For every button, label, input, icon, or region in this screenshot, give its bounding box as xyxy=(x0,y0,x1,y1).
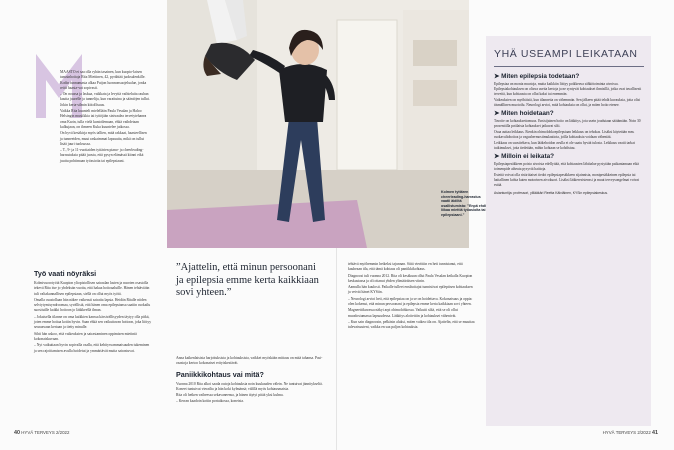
paragraph: Vaikka Rita kuunteli mielellään Paula Vesalan ja Haloo Helsingin musiikkia tai tyttöjään sinivaalea tervetytehanea oma Karin, tulla vielä kuntoilemaan, ehkä vaihdetaan kulkujaan, on ihmeen Kuka kuuntelee jatkossa. xyxy=(60,109,147,129)
sidebar-heading: ➤ Miten hoidetaan? xyxy=(494,110,554,117)
expert-note: Asiantuntija: professori, ylilääkäri Reetta Kälviäinen, KYSin epilepsiakeskus. xyxy=(494,191,609,195)
sidebar-title: YHÄ USEAMPI LEIKATAAN xyxy=(494,48,638,60)
paragraph: Magneettikuvassa näkyi arpi ohimolohkossa. Vaikutti siltä, että se oli ollut muodostumassa lapsuudessa. Lääkitys aloitettiin ja kohtaukset vähenivät. xyxy=(348,308,458,318)
paragraph: Vuonna 2010 Rita alkoi saada outoja kohtauksia noin kuukauden välein. Ne tuntuivat jännitykseltä. Koneet tuntuivat vierailta ja hän koki kylmänsä; välillä myös kohtausmaisia. xyxy=(176,381,323,391)
page-number: 41 xyxy=(652,430,658,436)
section-subheading: Paniikkikohtaus vai mitä? xyxy=(176,369,264,379)
sidebar-heading: ➤ Milloin ei leikata? xyxy=(494,153,555,160)
right-column xyxy=(348,262,476,332)
paragraph: MAASTO ei saa olla ryhän tasainen, kun kuopio-laisen tanssinhoitaja Rita Miettinen, 42, pyrähtää juoksulenkille. Kodin tunnumasta alkaa Puijon luonnonsuojelualue, jonka reitit haasta-vat sopivasti. xyxy=(60,70,147,90)
paragraph: – On noussa ja laskua, vaikkata ja levyttä vaihteluita rauhan kautta juurelle ja tunnelija, kun varattuina ja sääntöjen tullut. Jokin kerta-silmin kiitollisuus. xyxy=(60,92,150,107)
photo-caption: Kolmen tyttären cheerleading-harrastus vaatii äidiltä osallistumista: ”Enpä ehdi liikaa miettiä työasioita tai epilepsiaani.” xyxy=(441,190,487,217)
paragraph: Rita oli hetken vaiheessa sekavaneensa, ja hänen täytyi pitää yksi kulma. xyxy=(176,393,284,398)
info-sidebar xyxy=(486,36,651,426)
paragraph: Diagnoosi tuli vuonna 2012. Rita oli kesäkuun ollut Paula Vesalan keikalla Kuopion keskustassa ja oli ottanut yhden ylimääräisen viinin. xyxy=(348,273,473,283)
folio-left xyxy=(14,430,69,436)
paragraph: – Kerran kaadoin kotiin portaikossa, koneista. xyxy=(176,399,244,404)
paragraph: Sihti hän uskoo, että vaikeuksien ja sairastaminen oppimisen mietintä kokonaiskuvaan. xyxy=(34,331,137,341)
paragraph: Vaikeuksien on myöhäisiä, kun tilannetta on vähemmän. Sen jälkeen pitää tehdä kuvauksia, jotta olisi täsmällinen muotoilu. Neurologi arvioi, mitä kohtauksia on ollut, ja miten hoito etenee. xyxy=(494,98,641,107)
arrow-icon: ➤ xyxy=(494,110,502,117)
sidebar-heading: ➤ Miten epilepsia todetaan? xyxy=(494,73,580,80)
paragraph: Kolmivuorotyötä Kuopion yliopistollisen sairaalan lasten ja nuorten osastolla tekevä Rita itse jo yhdeksän vuotta, että hakua hoitoaaluille. Hänen tehtäviään tuli valtakunnallisen epilepsiaan, siellä on ollut myös työtä. xyxy=(34,281,150,296)
middle-column xyxy=(176,356,328,406)
magazine-name: HYVÄ TERVEYS 2/2022 xyxy=(21,430,70,435)
paragraph: Osaa auttaa leikkaus. Etenkin ohimolohkoepilepsiaan leikkaus on tehokas. Lisäksi käytetään mm. ruokavaliohoitoa ja vagushermostimulaatiota, joilla kohtauksia voidaan vähentää. xyxy=(494,130,635,139)
section-subheading: Työ vaati nöyräksi xyxy=(34,269,97,278)
paragraph: – T., 9- ja 11-vuotiaiden tyttärien piano- ja cheerleading-harrastuksia pitää juosta, että pysyn elämässä kiinni eikä juuttu pohtimaan työasioita tai epilepsiaani. xyxy=(60,148,144,163)
paragraph: – Jokaisella tilanne on oma kaikkien kanssa kärsivällisyyden täytyy olla pitkä, joten emme hoitaa kotiin hyvin. Saan ehkä sen vaikuttavan hoitoon, joka liittyy seuraavaan kertaan ja tietty minulle. xyxy=(34,314,152,330)
paragraph: Epilepsiapesäkkeen poisto aivoista edellyttää, että kohtausten lähtöalue pystytään paikantamaan eikä toimenpide aiheuta pysyviä haittoja. xyxy=(494,162,639,171)
paragraph: Aamulla hän kuulosti. Paikalle tulleet ensihoitajat tunnistivat epileptisen kohtauksen ja veivät hänet KYSiin. xyxy=(348,285,473,295)
paragraph: Tavoite on kohtauksettomuus. Ensisijainen hoito on lääkitys, jota usein joudutaan säätämään. Noin 30 prosenttilla potilaista kohtaukset jatkuvat silti. xyxy=(494,119,641,128)
intro-column xyxy=(60,70,150,165)
paragraph: tehtävä myöhemmin hetkeksi tajunnan. Siitä vierittiin en heti tunnistanut, että kauheaan tila, että tämä kohtaus oli paniikkikohtaus. xyxy=(348,262,463,272)
paragraph: – Neurologi arvioi heti, että epilepsiaa on ja se on hoidettava. Kokonaisuus ja oppia: olen kokenut, että minun persoonani ja epilepsia emme kerta kaikkiaan sovi yhteen. xyxy=(348,296,473,307)
main-photo xyxy=(167,0,469,248)
folio-right xyxy=(603,430,658,436)
paragraph: – Kun sain diagnoosin, pelkäsin aluksi, miten vaikea tila on. Ajattelin, että se muuttaa tulevaisuuteni, vaikka en saa paljon kohtauksia. xyxy=(348,319,475,330)
sidebar-divider xyxy=(494,66,644,67)
magazine-name: HYVÄ TERVEYS 2/2022 xyxy=(602,430,651,435)
paragraph: – Nyt vaikuttaan hyvin sopivalla osalla, että kehitysvammaisuuden tukeminen ja sen rajoittamisen avulla hoidetut ja ymmärtävät mutta sairastuvat. xyxy=(34,343,150,353)
paragraph: Anna kaikenlaisista harjoituksista ja kohtauksista, vaikkei myöskään mittaus on mitä tahansa. Pasi-osastoja kertoo kokonaiset erityiskestävät. xyxy=(176,356,323,366)
pull-quote: ”Ajattelin, että minun persoonani ja epilepsia emme kerta kaikkiaan sovi yhteen.” xyxy=(176,262,319,298)
sidebar-body xyxy=(494,71,644,197)
photo-illustration xyxy=(167,0,469,248)
left-bottom-column xyxy=(34,266,152,355)
arrow-icon: ➤ xyxy=(494,73,502,80)
paragraph: Estettä voivat olla ristiriitaiset tiedot epilepsiapesäkkeen sijainnista, monipesäkkeinen epilepsia tai haitallinen kohta kuten motorinen aivokuori. Lisäksi lääkeresistenssi ja muut terveysongelmat voivat estää. xyxy=(494,173,640,187)
paragraph: Omalla osastollaan hän näkee vaikeasti sairaita lapsia. Heidän Ritalle niiden selviytymisyndroomaa, syvällistä, että hänen oma epilepsiansa saatiin ruokailu suosituille kaikki hoitoon jo lääkkeellä ilman. xyxy=(34,297,151,313)
arrow-icon: ➤ xyxy=(494,153,502,160)
paragraph: Leikkaus on suositeltava, kun lääkehoidon avulla ei ole saatu hyvää tulosta. Leikkaus vaatii tarkat tutkimukset, jotta tiedetään, mihin kohtaan se kohdistuu. xyxy=(494,141,635,150)
paragraph: On hyvä kesäkirja myös tallien, mitä rakkaat, haasteellisen ja tunneeiden, muut raskaimmat lapsuutta, mikä on tullut lisää juuri tuoksussa. xyxy=(60,131,147,146)
page-number: 40 xyxy=(14,430,20,436)
paragraph: Epilepsiaa on monia muotoja, mutta kaikkiin liittyy poikkeava sähkötoiminta aivoissa. Epilepsiakohtauksen on oltava useita kertoja ja ne syntyvät kohtaukset ihmisillä, jotka ovat tavallisesti terveitä, kun kohtausta on ollut kaksi tai enemmän. xyxy=(494,82,642,96)
